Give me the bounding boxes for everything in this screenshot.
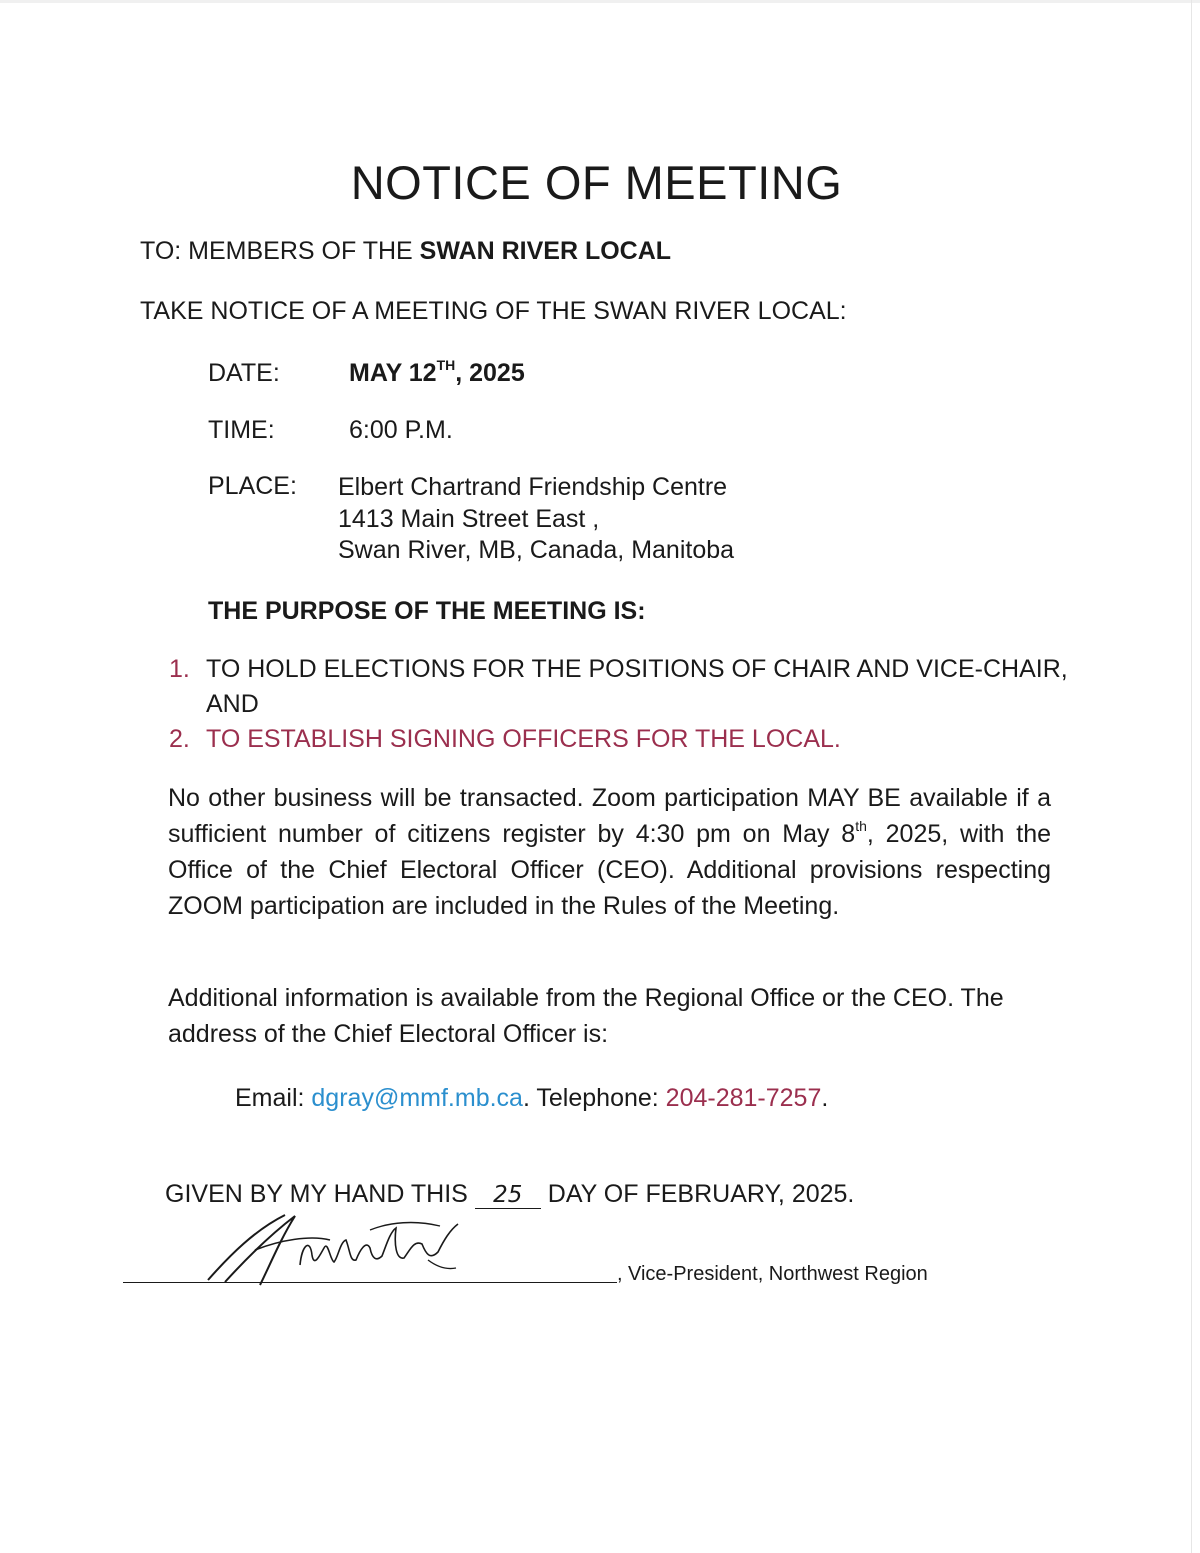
email-label: Email: — [235, 1084, 312, 1112]
purpose-text: TO ESTABLISH SIGNING OFFICERS FOR THE LOCAL. — [206, 725, 841, 753]
purpose-list — [169, 652, 1069, 757]
info-paragraph: Additional information is available from the Regional Office or the CEO. The address of the Chief Electoral Officer is: — [168, 984, 1004, 1048]
given-suffix: DAY OF FEBRUARY, 2025. — [540, 1180, 855, 1208]
given-day: 25 — [475, 1182, 541, 1209]
page-title: NOTICE OF MEETING — [350, 156, 843, 209]
take-notice-line: TAKE NOTICE OF A MEETING OF THE SWAN RIVER LOCAL: — [140, 297, 847, 325]
purpose-number: 2. — [169, 725, 190, 753]
time-label: TIME: — [208, 416, 275, 444]
contact-end: . — [821, 1084, 829, 1112]
scan-edge-top — [0, 0, 1200, 3]
business-text-cont: , 2025, with the Office of the Chief Electoral Officer (CEO). Additional provisions respecting ZOOM participation are included in the Rules of the Meeting. — [168, 820, 1052, 920]
purpose-item — [169, 652, 1069, 722]
place-line: Elbert Chartrand Friendship Centre — [338, 473, 728, 501]
phone-number[interactable]: 204-281-7257 — [665, 1084, 822, 1112]
purpose-heading: THE PURPOSE OF THE MEETING IS: — [208, 597, 646, 625]
place-line: Swan River, MB, Canada, Manitoba — [338, 536, 735, 564]
email-link[interactable]: dgray@mmf.mb.ca — [311, 1084, 523, 1112]
date-value — [349, 359, 525, 388]
purpose-item — [169, 722, 1069, 757]
place-label: PLACE: — [208, 472, 297, 500]
place-line: 1413 Main Street East , — [338, 504, 600, 533]
date-value-suffix: TH — [436, 357, 456, 373]
business-paragraph — [168, 780, 1051, 924]
place-address — [338, 472, 734, 567]
scan-edge-right — [1191, 0, 1192, 1553]
local-name: SWAN RIVER LOCAL — [419, 237, 672, 265]
date-label: DATE: — [208, 359, 280, 387]
given-line — [165, 1180, 854, 1209]
purpose-text: TO HOLD ELECTIONS FOR THE POSITIONS OF CHAIR AND VICE-CHAIR, AND — [206, 655, 1068, 718]
date-value-year: , 2025 — [455, 359, 525, 387]
contact-line — [235, 1084, 828, 1113]
business-ordinal: th — [855, 818, 867, 834]
purpose-number: 1. — [169, 655, 190, 683]
signer-role: Vice-President, Northwest Region — [628, 1263, 928, 1285]
addressee-prefix: TO: MEMBERS OF THE — [140, 237, 420, 265]
business-text: No other business will be transacted. Zoom participation MAY BE available if a sufficient number of citizens register by 4:30 pm on May 8 — [168, 784, 1051, 848]
time-value: 6:00 P.M. — [349, 416, 453, 444]
signature-line — [123, 1282, 617, 1283]
addressee-line — [140, 237, 671, 266]
given-prefix: GIVEN BY MY HAND THIS — [165, 1180, 475, 1208]
signature-comma: , — [617, 1263, 623, 1285]
handwritten-signature — [200, 1210, 465, 1290]
date-value-main: MAY 12 — [349, 359, 437, 387]
telephone-label: . Telephone: — [522, 1084, 666, 1112]
